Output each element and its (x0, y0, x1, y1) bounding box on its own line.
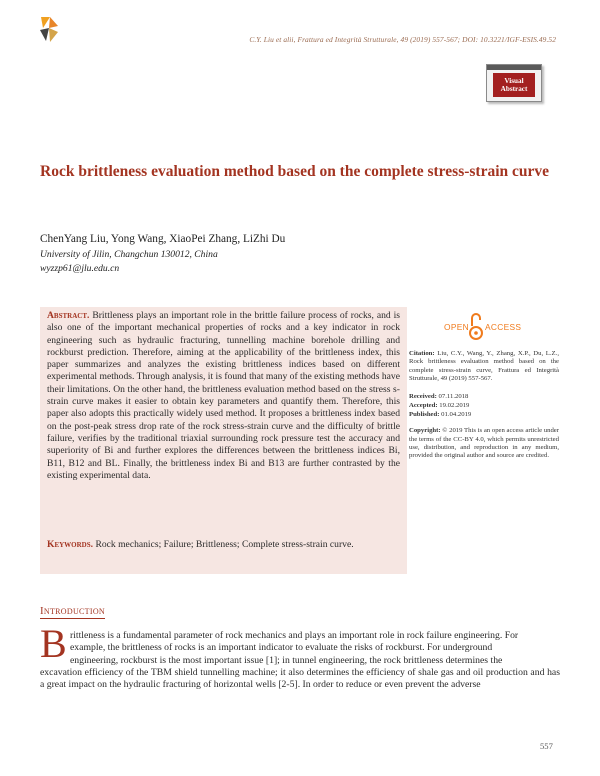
abstract-label: Abstract. (47, 310, 90, 321)
keywords-text: Rock mechanics; Failure; Brittleness; Complete stress-strain curve. (93, 539, 354, 550)
journal-logo-icon (38, 14, 60, 44)
accepted-date (409, 401, 559, 410)
visual-abstract-button[interactable] (486, 64, 542, 102)
citation-block (409, 350, 559, 384)
drop-cap: B (40, 621, 67, 666)
copyright-text: © 2019 This is an open access article under the terms of the CC-BY 4.0, which permits unrestricted use, distribution, and reproduction in any medium, provided the original author and source are credited. (409, 427, 559, 460)
received-value: 07.11.2018 (436, 392, 469, 400)
email-link[interactable]: wyzzp61@jlu.edu.cn (40, 263, 120, 274)
visual-abstract-line1: Visual (504, 76, 524, 85)
article-info-sidebar (409, 350, 559, 469)
visual-abstract-label (493, 73, 535, 97)
intro-line-2: example, the brittleness of rocks is an important indicator to evaluate the risks of rockburst. For underground (70, 642, 493, 654)
introduction-body (40, 630, 560, 691)
keywords-label: Keywords. (47, 539, 94, 550)
open-access-right: ACCESS (485, 322, 522, 332)
abstract (47, 310, 400, 482)
citation-text: Liu, C.Y., Wang, Y., Zhang, X.P., Du, L.Z., Rock brittleness evaluation method based on the complete stress-strain curve, Frattura ed Integrità Strutturale, 49 (2019) 557-567. (409, 350, 559, 383)
intro-line-1: rittleness is a fundamental parameter of rock mechanics and plays an important role in rock failure engineering. For (70, 630, 519, 641)
intro-line-3: engineering, rockburst is the most important issue [1]; in tunnel engineering, the rock brittleness determines the (70, 654, 503, 666)
published-label: Published: (409, 411, 440, 419)
received-date (409, 392, 559, 401)
received-label: Received: (409, 392, 437, 400)
abstract-text: Brittleness plays an important role in the brittle failure process of rocks, and is also one of the important mechanical properties of rocks and a key indicator in rock engineering such as hydraulic fracturing, tunnelling machine borehole drilling and rockburst prediction. Therefore, aiming at the applicability of the brittleness index, this paper summarizes and analyzes the existing brittleness indices based on different experimental methods. Through analysis, it is found that many of the existing methods have their limitations. On the other hand, the brittleness evaluation method based on the stress s-strain curve makes it easier to obtain key parameters and quantify them. Therefore, this paper also adopts this practically widely used method. It proposes a brittleness index based on the post-peak stress drop rate of the rock stress-strain curve and the difficulty of brittle failure, verifies by the traditional triaxial surrounding rock pressure test the accuracy and superiority of Bi and further explores the differences between the brittleness indices Bi, B11, B12 and BL. Finally, the brittleness index Bi and B13 are further contrasted by the existing experimental data. (47, 310, 400, 481)
accepted-label: Accepted: (409, 401, 438, 409)
intro-rest: excavation efficiency of the TBM shield tunnelling machine; it also determines the efficiency of shale gas and oil production and has a great impact on the hydraulic fracturing of horizontal wells [2-5]. In order to reduce or even prevent the adverse (40, 666, 560, 691)
header-citation: C.Y. Liu et alii, Frattura ed Integrità Strutturale, 49 (2019) 557-567; DOI: 10.3221/IGF-ESIS.49.52 (249, 35, 556, 44)
authors: ChenYang Liu, Yong Wang, XiaoPei Zhang, LiZhi Du (40, 233, 286, 245)
keywords (47, 539, 400, 551)
citation-label: Citation: (409, 350, 435, 357)
copyright-block (409, 427, 559, 461)
published-date (409, 410, 559, 419)
affiliation: University of Jilin, Changchun 130012, China (40, 249, 218, 260)
open-lock-icon (469, 312, 483, 342)
copyright-label: Copyright: (409, 427, 441, 435)
visual-abstract-line2: Abstract (500, 85, 528, 93)
visual-abstract-strip (487, 65, 541, 70)
paper-title: Rock brittleness evaluation method based on the complete stress-strain curve (40, 163, 550, 180)
dates-block (409, 392, 559, 420)
open-access-badge (444, 312, 532, 342)
page-number: 557 (540, 741, 553, 751)
published-value: 01.04.2019 (439, 411, 472, 419)
open-access-left: OPEN (444, 322, 469, 332)
accepted-value: 19.02.2019 (437, 401, 470, 409)
introduction-heading: Introduction (40, 605, 105, 617)
